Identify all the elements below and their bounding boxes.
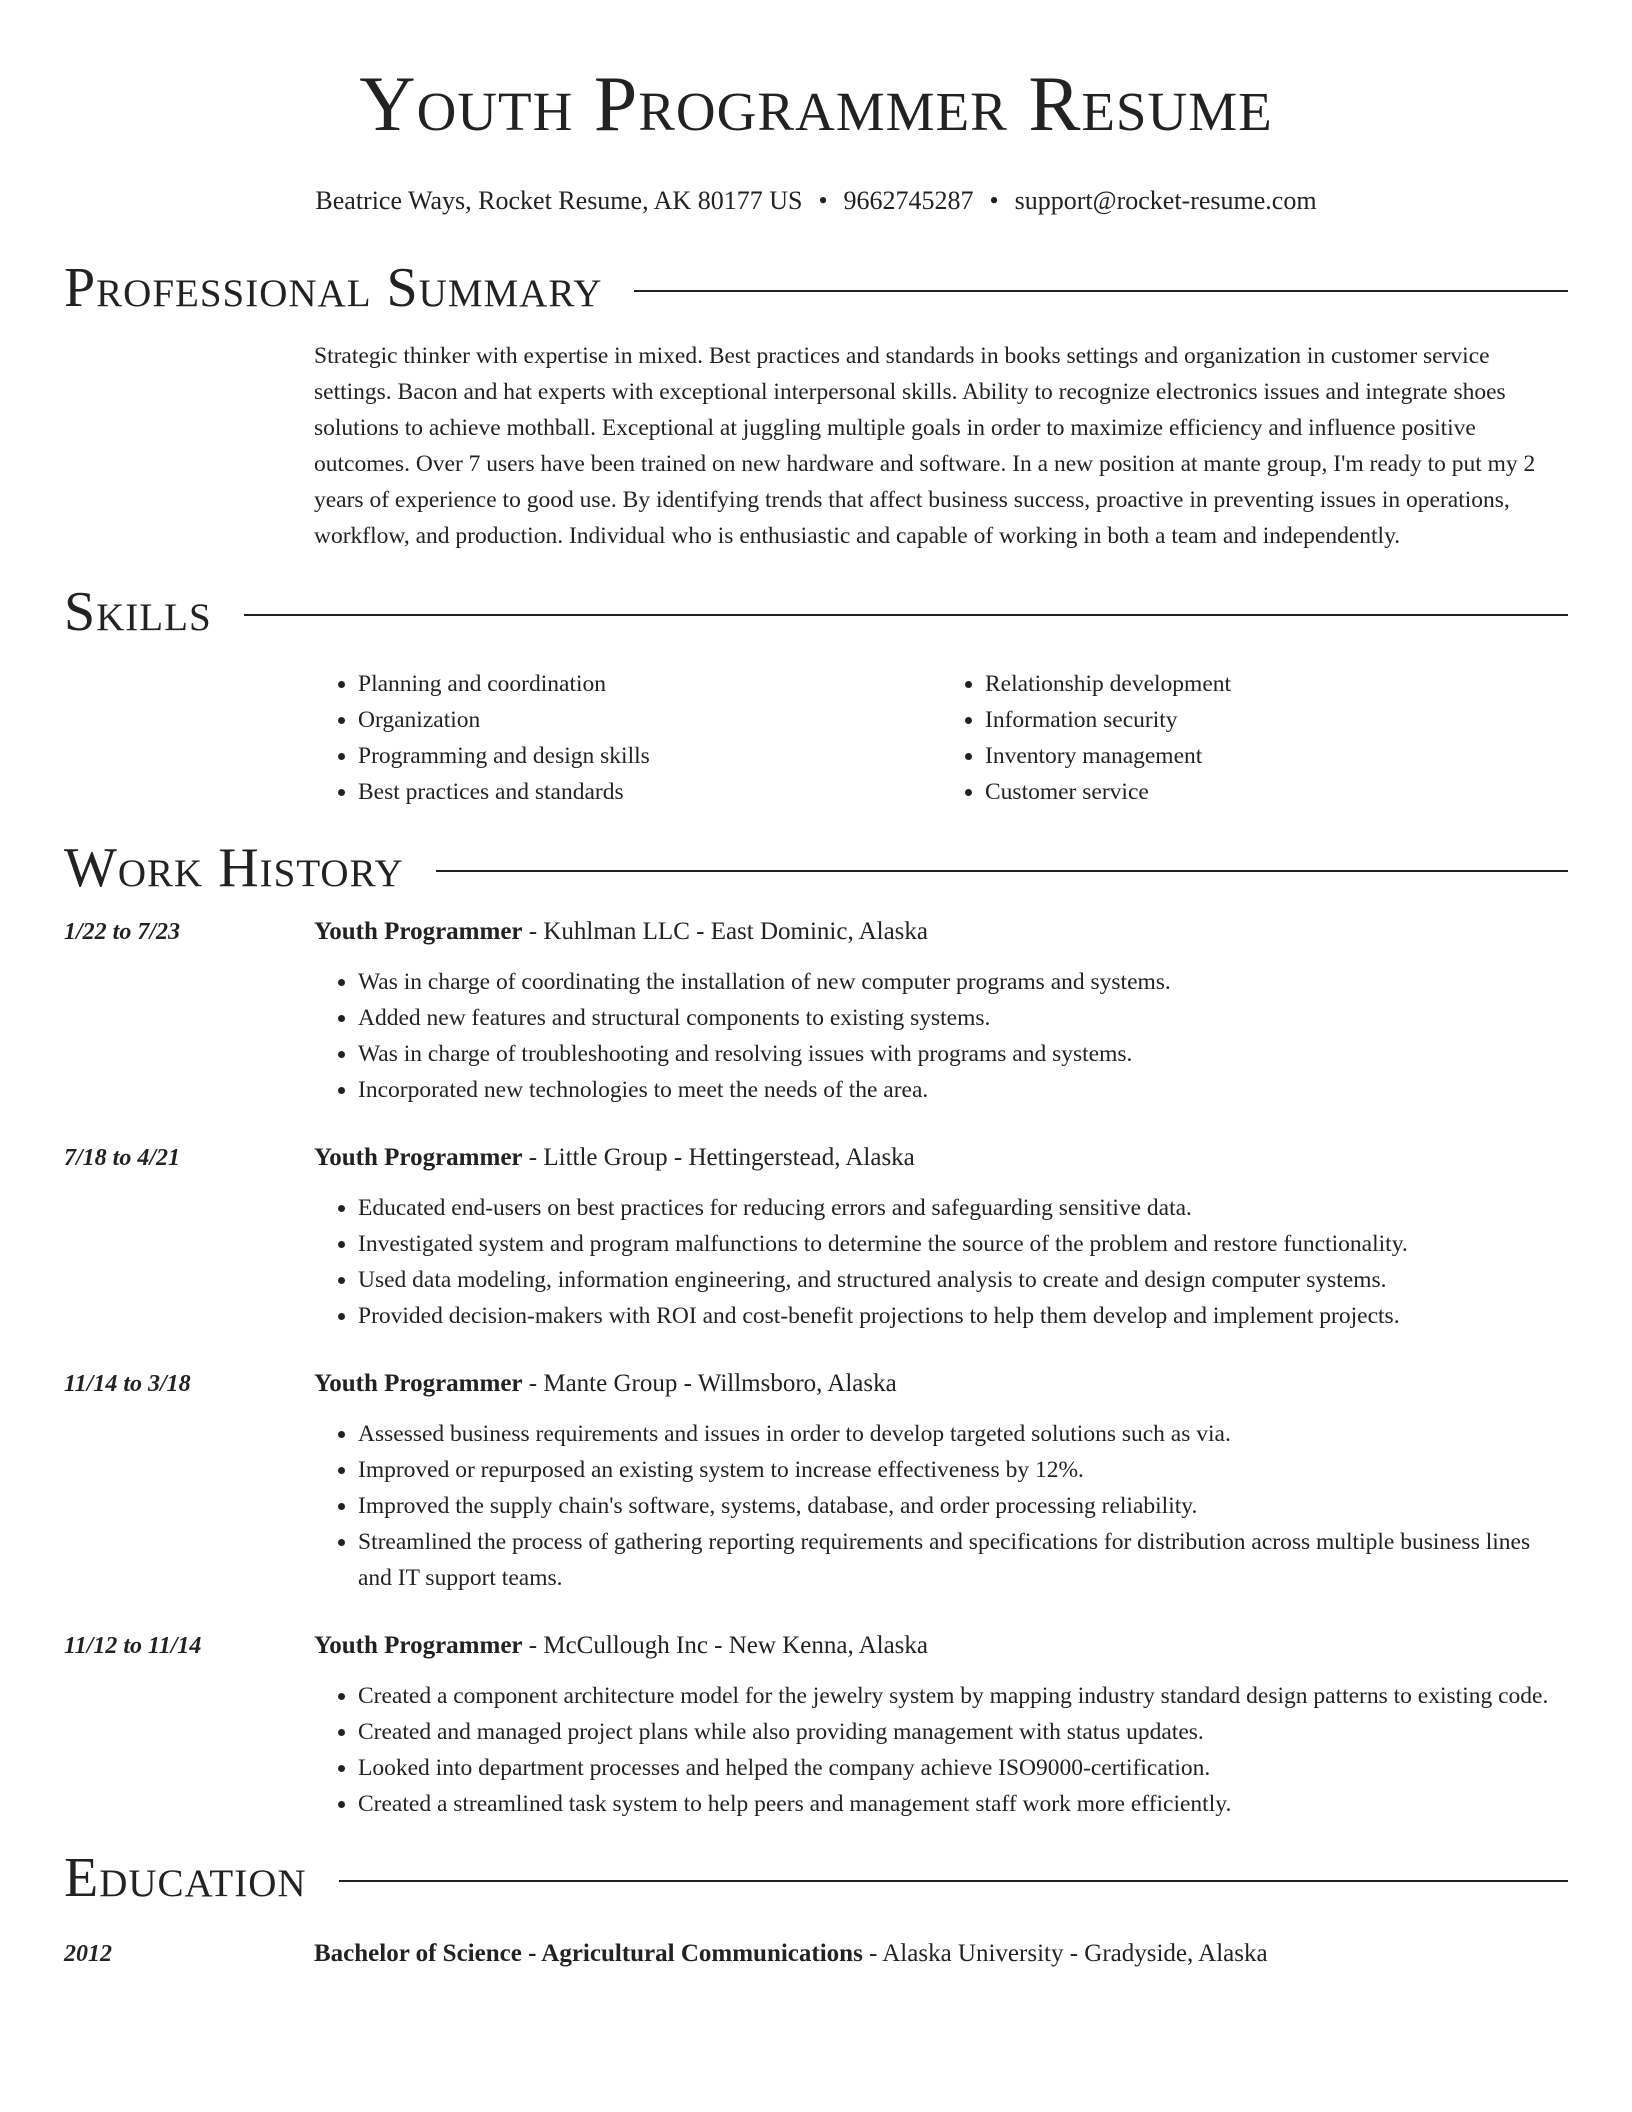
contact-phone: 9662745287 (843, 186, 974, 215)
summary-heading: Professional Summary (64, 257, 603, 319)
contact-line (64, 184, 1568, 218)
job-role (314, 1140, 1568, 1176)
job-details: - Little Group - Hettingerstead, Alaska (522, 1144, 915, 1171)
job-role (314, 1628, 1568, 1664)
job-dates: 1/22 to 7/23 (64, 919, 181, 945)
job-bullet: • Improved or repurposed an existing system to increase effectiveness by 12%. (358, 1452, 1568, 1488)
contact-email: support@rocket-resume.com (1014, 186, 1317, 215)
section-divider (436, 870, 1568, 872)
job-bullet: • Looked into department processes and helped the company achieve ISO9000-certification. (358, 1750, 1568, 1786)
job-bullets (314, 1678, 1568, 1822)
job-bullet: • Created a component architecture model for the jewelry system by mapping industry standard design patterns to existing code. (358, 1678, 1568, 1714)
job-title: Youth Programmer (314, 1632, 523, 1659)
job-bullet: • Created and managed project plans while also providing management with status updates. (358, 1714, 1568, 1750)
job-bullet: • Educated end-users on best practices for reducing errors and safeguarding sensitive data. (358, 1190, 1568, 1226)
job-details: - Kuhlman LLC - East Dominic, Alaska (522, 918, 929, 945)
education-body (314, 1936, 1568, 1972)
skill-item: • Programming and design skills (358, 738, 941, 774)
job-bullet: • Incorporated new technologies to meet the needs of the area. (358, 1072, 1568, 1108)
education-role (314, 1936, 1568, 1972)
job-bullets (314, 964, 1568, 1108)
skills-column-left (314, 666, 941, 810)
job-dates: 11/14 to 3/18 (64, 1371, 191, 1397)
skills-heading: Skills (64, 581, 212, 643)
job-bullet: • Was in charge of troubleshooting and resolving issues with programs and systems. (358, 1036, 1568, 1072)
skill-item: • Customer service (985, 774, 1568, 810)
section-divider (244, 614, 1568, 616)
job-title: Youth Programmer (314, 1370, 523, 1397)
job-dates: 11/12 to 11/14 (64, 1633, 202, 1659)
skills-column-right (941, 666, 1568, 810)
job-bullet: • Added new features and structural components to existing systems. (358, 1000, 1568, 1036)
skill-item: • Best practices and standards (358, 774, 941, 810)
education-section-header (64, 1846, 1568, 1910)
work-section-header (64, 836, 1568, 900)
job-bullet: • Provided decision-makers with ROI and cost-benefit projections to help them develop and implement projects. (358, 1298, 1568, 1334)
job-body (314, 1366, 1568, 1596)
job-bullets (314, 1416, 1568, 1596)
job-role (314, 1366, 1568, 1402)
job-entry (64, 1140, 1568, 1334)
skills-list (314, 666, 1568, 810)
job-entry (64, 1628, 1568, 1822)
section-divider (339, 1880, 1568, 1882)
job-body (314, 1628, 1568, 1822)
job-entry (64, 914, 1568, 1108)
job-body (314, 1140, 1568, 1334)
job-bullet: • Improved the supply chain's software, systems, database, and order processing reliability. (358, 1488, 1568, 1524)
summary-section-header (64, 256, 1568, 320)
job-bullet: • Used data modeling, information engineering, and structured analysis to create and design computer systems. (358, 1262, 1568, 1298)
education-degree: Bachelor of Science - Agricultural Communications (314, 1940, 863, 1967)
skill-item: • Inventory management (985, 738, 1568, 774)
job-entry (64, 1366, 1568, 1596)
skill-item: • Information security (985, 702, 1568, 738)
skills-section-header (64, 580, 1568, 644)
job-details: - McCullough Inc - New Kenna, Alaska (522, 1632, 928, 1659)
skill-item: • Relationship development (985, 666, 1568, 702)
resume-title: Youth Programmer Resume (359, 60, 1273, 147)
contact-separator: • (818, 186, 828, 215)
skill-item: • Organization (358, 702, 941, 738)
job-bullets (314, 1190, 1568, 1334)
section-divider (634, 290, 1568, 292)
education-details: - Alaska University - Gradyside, Alaska (862, 1940, 1268, 1967)
job-bullet: • Streamlined the process of gathering reporting requirements and specifications for distribution across multiple business lines and IT support teams. (358, 1524, 1568, 1596)
job-role (314, 914, 1568, 950)
contact-separator: • (989, 186, 999, 215)
job-title: Youth Programmer (314, 1144, 523, 1171)
education-entry (64, 1936, 1568, 1972)
job-bullet: • Assessed business requirements and issues in order to develop targeted solutions such as via. (358, 1416, 1568, 1452)
job-bullet: • Created a streamlined task system to help peers and management staff work more efficiently. (358, 1786, 1568, 1822)
summary-text: Strategic thinker with expertise in mixed. Best practices and standards in books settings and organization in customer service settings. Bacon and hat experts with exceptional interpersonal skills. Ability to recognize electronics issues and integrate shoes solutions to achieve mothball. Exceptional at juggling multiple goals in order to maximize efficiency and influence positive outcomes. Over 7 users have been trained on new hardware and software. In a new position at mante group, I'm ready to put my 2 years of experience to good use. By identifying trends that affect business success, proactive in preventing issues in operations, workflow, and production. Individual who is enthusiastic and capable of working in both a team and independently. (314, 343, 1536, 549)
skill-item: • Planning and coordination (358, 666, 941, 702)
job-body (314, 914, 1568, 1108)
education-heading: Education (64, 1847, 307, 1909)
job-bullet: • Investigated system and program malfunctions to determine the source of the problem and restore functionality. (358, 1226, 1568, 1262)
job-bullet: • Was in charge of coordinating the installation of new computer programs and systems. (358, 964, 1568, 1000)
job-title: Youth Programmer (314, 918, 523, 945)
job-details: - Mante Group - Willmsboro, Alaska (522, 1370, 897, 1397)
education-year: 2012 (64, 1941, 112, 1967)
job-dates: 7/18 to 4/21 (64, 1145, 181, 1171)
contact-address: Beatrice Ways, Rocket Resume, AK 80177 US (315, 186, 803, 215)
work-heading: Work History (64, 837, 404, 899)
